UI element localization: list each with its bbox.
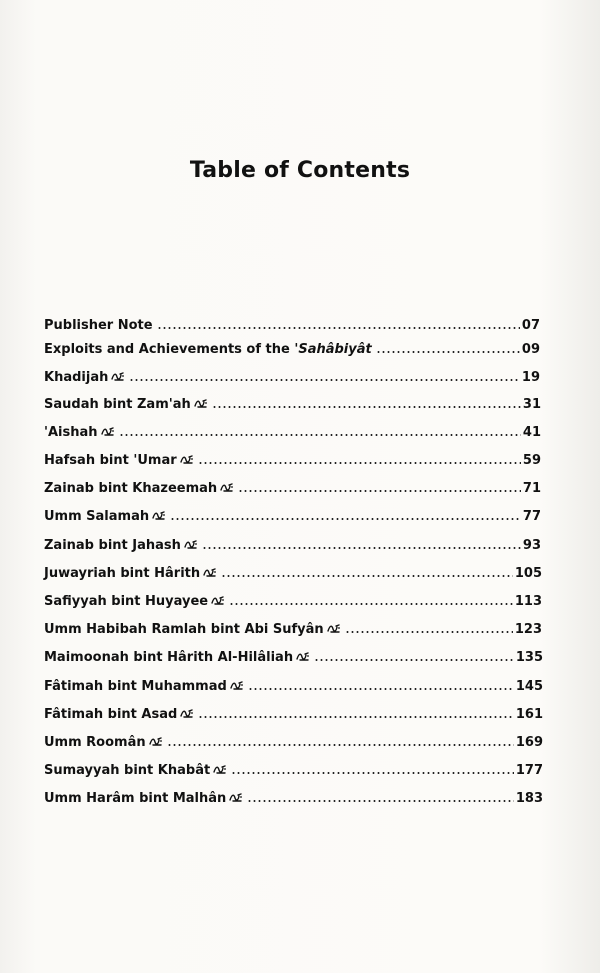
toc-entry-title <box>44 481 234 496</box>
dot-leader <box>167 744 514 746</box>
honorific-glyph-icon <box>180 708 194 719</box>
honorific-glyph-icon <box>180 454 194 465</box>
toc-page-number: 19 <box>521 370 540 385</box>
honorific-glyph-icon <box>220 482 234 493</box>
honorific-glyph-icon <box>111 371 125 382</box>
toc-entry-title <box>44 538 198 553</box>
dot-leader <box>129 379 520 381</box>
toc-page-number: 113 <box>514 593 542 609</box>
toc-page-number: 169 <box>515 734 543 750</box>
dot-leader <box>198 462 521 464</box>
toc-page-number: 41 <box>522 424 541 440</box>
honorific-glyph-icon <box>101 426 115 437</box>
toc-entry <box>0 644 600 668</box>
toc-entry-title <box>44 453 194 468</box>
dot-leader <box>248 688 514 690</box>
toc-page-number: 31 <box>522 396 541 412</box>
honorific-glyph-icon <box>149 736 163 747</box>
toc-entry <box>0 701 600 725</box>
toc-entry <box>0 503 600 527</box>
toc-entry-title <box>44 509 166 524</box>
toc-entry <box>0 312 600 336</box>
toc-entry-label: Umm Habibah Ramlah bint Abi Sufyân <box>44 622 324 637</box>
toc-entry <box>0 447 600 471</box>
dot-leader <box>247 800 514 802</box>
dot-leader <box>221 575 513 577</box>
dot-leader <box>345 631 513 633</box>
dot-leader <box>170 518 521 520</box>
honorific-glyph-icon <box>296 651 310 662</box>
honorific-glyph-icon <box>211 595 225 606</box>
toc-entry-label: Fâtimah bint Asad <box>44 706 178 722</box>
honorific-glyph-icon <box>213 764 227 775</box>
toc-entry-label: Zainab bint Jahash <box>44 537 181 553</box>
toc-entry-label: 'Aishah <box>44 424 98 440</box>
dot-leader <box>119 434 521 436</box>
toc-entry <box>0 364 600 388</box>
dot-leader <box>314 659 514 661</box>
toc-entry-label: Saudah bint Zam'ah <box>44 396 191 412</box>
toc-entry <box>0 532 600 556</box>
toc-entry <box>0 588 600 612</box>
toc-page-number: 71 <box>522 481 541 496</box>
toc-entry <box>0 729 600 753</box>
honorific-glyph-icon <box>230 680 244 691</box>
honorific-glyph-icon <box>327 623 341 634</box>
page-title: Table of Contents <box>189 158 411 183</box>
toc-entry-label: Sumayyah bint Khabât <box>44 763 211 778</box>
toc-page-number: 105 <box>514 565 542 581</box>
toc-entry-label: Hafsah bint 'Umar <box>44 452 177 468</box>
toc-page-number: 135 <box>515 650 543 665</box>
toc-entry-label: Umm Salamah <box>44 509 150 524</box>
toc-entry <box>0 560 600 584</box>
toc-page-number: 145 <box>515 678 543 694</box>
dot-leader <box>229 603 513 605</box>
toc-entry <box>0 475 600 499</box>
toc-entry-italic-term: 'Sahâbiyât <box>294 342 372 357</box>
toc-page-number: 183 <box>515 791 543 806</box>
toc-entry-label: Fâtimah bint Muhammad <box>44 678 227 694</box>
honorific-glyph-icon <box>194 398 208 409</box>
dot-leader <box>376 351 520 353</box>
toc-entry-label: Maimoonah bint Hârith Al-Hilâliah <box>44 650 294 665</box>
toc-entry-title <box>44 594 225 609</box>
toc-entry-title <box>44 650 310 665</box>
toc-entry-title <box>44 622 341 637</box>
toc-entry-title <box>44 566 217 581</box>
honorific-glyph-icon <box>152 510 166 521</box>
toc-entry-label: Exploits and Achievements of the <box>44 342 295 357</box>
toc-entry <box>0 391 600 415</box>
toc-entry <box>0 785 600 809</box>
toc-entry-label: Zainab bint Khazeemah <box>44 481 218 496</box>
dot-leader <box>202 547 521 549</box>
toc-entry <box>0 673 600 697</box>
dot-leader <box>231 772 514 774</box>
toc-entry-label: Publisher Note <box>44 318 153 333</box>
toc-page-number: 77 <box>522 509 541 524</box>
toc-entry-title <box>44 425 115 440</box>
toc-entry <box>0 616 600 640</box>
toc-entry-label: Safiyyah bint Huyayee <box>44 593 209 609</box>
honorific-glyph-icon <box>229 792 243 803</box>
toc-entry-title <box>44 318 153 333</box>
honorific-glyph-icon <box>184 539 198 550</box>
toc-entry-title <box>44 342 372 357</box>
toc-page-number: 93 <box>522 537 541 553</box>
toc-entry-label: Juwayriah bint Hârith <box>44 565 201 581</box>
toc-page-number: 07 <box>521 318 540 333</box>
toc-page-number: 59 <box>522 452 541 468</box>
dot-leader <box>157 327 520 329</box>
dot-leader <box>238 490 521 492</box>
toc-page-number: 161 <box>515 706 543 722</box>
toc-entry-title <box>44 397 208 412</box>
dot-leader <box>198 716 514 718</box>
toc-entry-label: Umm Roomân <box>44 734 146 750</box>
toc-entry-title <box>44 370 125 385</box>
toc-entry <box>0 336 600 360</box>
honorific-glyph-icon <box>203 567 217 578</box>
toc-page-number: 123 <box>514 622 542 637</box>
toc-entry-title <box>44 791 243 806</box>
toc-page-number: 09 <box>521 342 540 357</box>
toc-entry-label: Umm Harâm bint Malhân <box>44 791 227 806</box>
toc-entry-title <box>44 763 227 778</box>
dot-leader <box>212 406 521 408</box>
toc-entry <box>0 419 600 443</box>
toc-entry-title <box>44 735 163 750</box>
toc-page-number: 177 <box>515 763 543 778</box>
toc-entry-label: Khadijah <box>44 370 109 385</box>
toc-entry-title <box>44 679 244 694</box>
toc-entry-title <box>44 707 194 722</box>
toc-entry <box>0 757 600 781</box>
